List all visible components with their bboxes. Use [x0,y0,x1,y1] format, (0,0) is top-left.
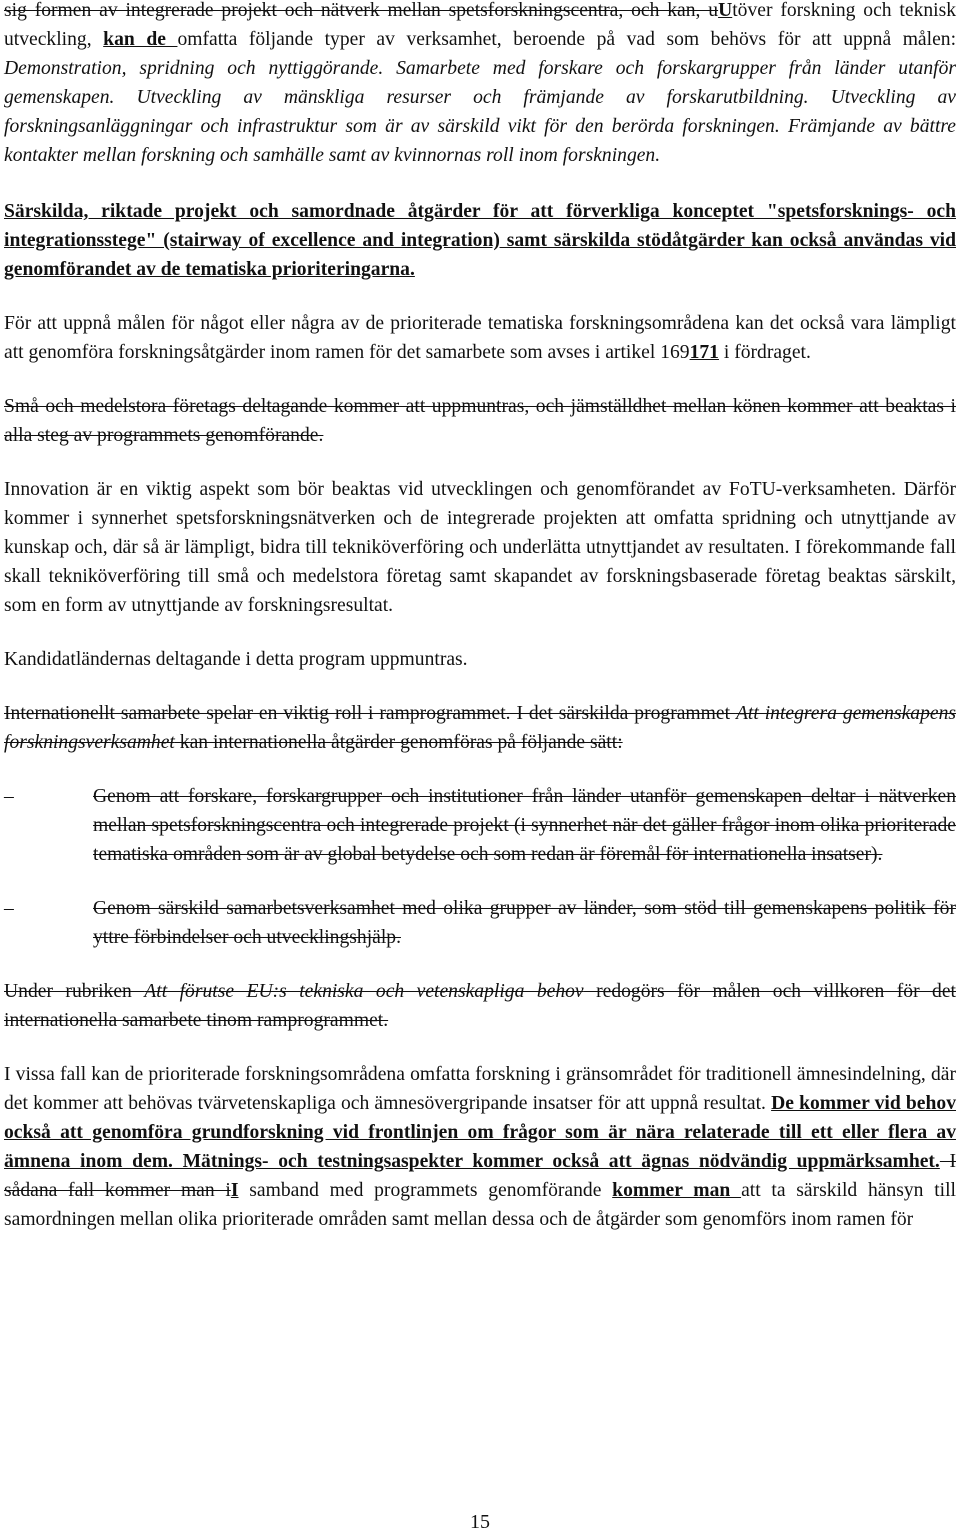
italic-text: Demonstration, spridning och nyttiggörande. Samarbete med forskare och forskargrupper från länder utanför gemenskapen. Utveckling av mänskliga resurser och främjande av forskarutbildning. Utveckling av forskningsanläggningar och infrastruktur som är av särskild vikt för den berörda forskningen. Främjande av bättre kontakter mellan forskning och samhälle samt av kvinnornas roll inom forskningen. [4,58,956,166]
body-text: omfatta följande typer av verksamhet, beroende på vad som behövs för att uppnå målen: [177,29,957,50]
paragraph-innovation [4,475,956,620]
deleted-text: kan internationella åtgärder genomföras på följande sätt: [174,732,623,753]
inserted-text: 171 [689,342,719,363]
deleted-italic-text: Att förutse EU:s tekniska och vetenskapliga behov [144,981,584,1002]
body-text: I vissa fall kan de prioriterade forskningsområdena omfatta forskning i gränsområdet för traditionell ämnesindelning, där det kommer att behövas tvärvetenskapliga och ämnesövergripande insatser för att uppnå resultat. [4,1064,956,1114]
inserted-text: I [230,1180,239,1201]
list-item [4,782,956,869]
paragraph-article-169 [4,309,956,367]
list-dash: – [4,898,14,919]
deleted-italic-text: Att integrera gemenskapens forskningsverksamhet [4,703,956,753]
deleted-text: Internationellt samarbete spelar en viktig roll i ramprogrammet. I det särskilda programmet [4,703,736,724]
paragraph-candidate-countries [4,645,956,674]
paragraph-interdisciplinary [4,1060,956,1234]
body-text: att ta särskild hänsyn till samordningen mellan olika prioriterade områden samt mellan dessa och de åtgärder som genomförs inom ramen för [4,1180,956,1230]
page-number: 15 [470,1511,490,1533]
body-text: i fördraget. [718,342,811,363]
list-dash: – [4,786,14,807]
deleted-text: Under rubriken [4,981,145,1002]
inserted-text: kommer man [612,1180,742,1201]
inserted-text: U [718,0,733,21]
deleted-text: I sådana fall kommer man i [4,1151,956,1201]
deleted-text: redogörs för målen och villkoren för det internationella samarbete tinom ramprogrammet. [4,981,956,1031]
paragraph-international [4,699,956,757]
inserted-text: kan de [103,29,178,50]
document-page [4,0,956,1259]
paragraph-sme [4,392,956,450]
inserted-bold-text: De kommer vid behov också att genomföra grundforskning vid frontlinjen om frågor som är nära relaterade till ett eller flera av ämnena inom dem. Mätnings- och testningsaspekter kommer också att ägnas nödvändig uppmärksamhet. [4,1093,956,1172]
body-text: För att uppnå målen för något eller några av de prioriterade tematiska forskningsområdena kan det också vara lämpligt att genomföra forskningsåtgärder inom ramen för det samarbete som avses i artikel 169 [4,313,956,363]
paragraph-stairway [4,197,956,284]
body-text: samband med programmets genomförande [238,1180,613,1201]
body-text: Innovation är en viktig aspekt som bör beaktas vid utvecklingen och genomförandet av FoTU-verksamheten. Därför kommer i synnerhet spetsforskningsnätverken och de integrerade projekten att omfatta spridning och utnyttjande av kunskap och, där så är lämpligt, bidra till tekniköverföring och underlätta utnyttjandet av resultaten. I förekommande fall skall tekniköverföring till små och medelstora företag samt skapandet av forskningsbaserade företag beaktas särskilt, som en form av utnyttjande av forskningsresultat. [4,479,956,616]
inserted-bold-text: Särskilda, riktade projekt och samordnade åtgärder för att förverkliga konceptet "spetsforsknings- och integrationsstege" (stairway of excellence and integration) samt särskilda stödåtgärder kan också användas vid genomförandet av de tematiska prioriteringarna. [4,201,956,280]
list-item-text: Genom särskild samarbetsverksamhet med olika grupper av länder, som stöd till gemenskapens politik för yttre förbindelser och utvecklingshjälp. [93,898,956,948]
list-item [4,894,956,952]
body-text: Kandidatländernas deltagande i detta program uppmuntras. [4,649,468,670]
paragraph-eu-needs [4,977,956,1035]
paragraph-activities [4,0,956,170]
deleted-text: sig formen av integrerade projekt och nätverk mellan spetsforskningscentra, och kan, u [4,0,719,21]
list-item-text: Genom att forskare, forskargrupper och institutioner från länder utanför gemenskapen deltar i nätverken mellan spetsforskningscentra och integrerade projekt (i synnerhet när det gäller frågor inom olika prioriterade tematiska områden som är av global betydelse och som redan är föremål för internationella insatser). [93,786,956,865]
deleted-text: Små och medelstora företags deltagande kommer att uppmuntras, och jämställdhet mellan könen kommer att beaktas i alla steg av programmets genomförande. [4,396,956,446]
body-text: töver forskning och teknisk utveckling, [4,0,956,50]
